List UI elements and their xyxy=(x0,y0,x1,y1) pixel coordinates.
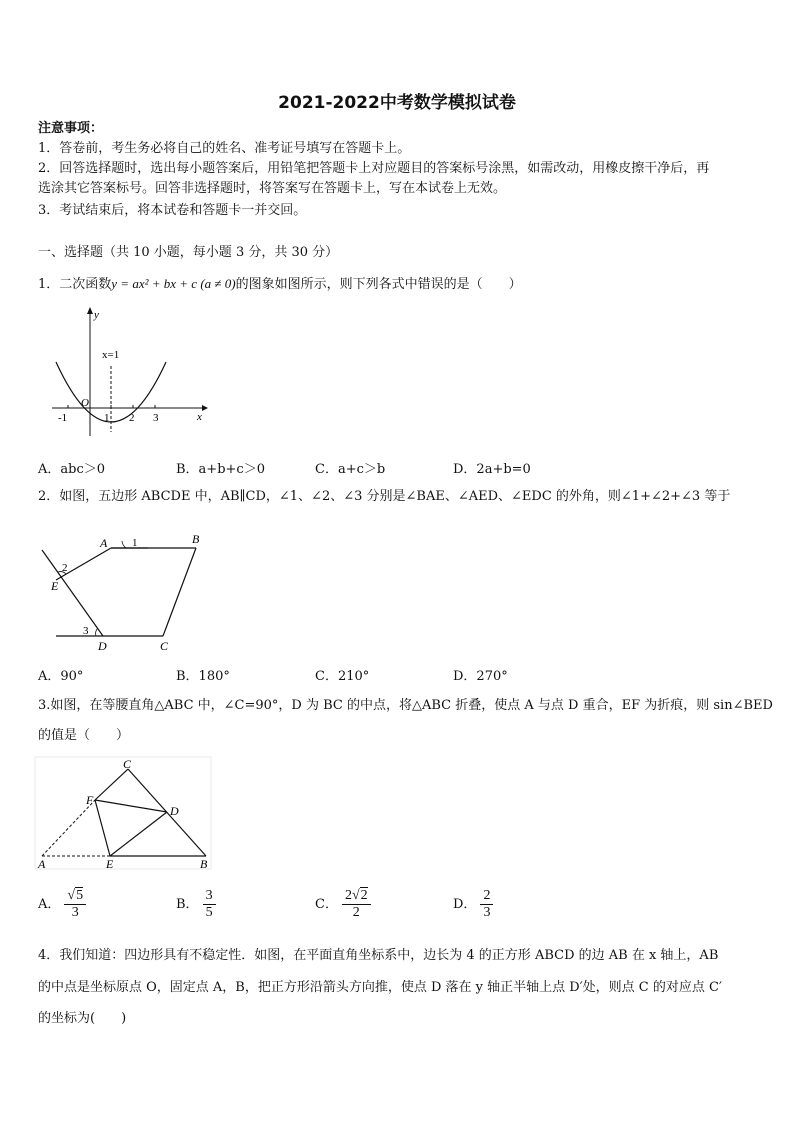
point-b-label: B xyxy=(192,532,200,546)
q1-option-d[interactable]: D．2a+b=0 xyxy=(453,462,531,477)
question-2-text: 2．如图，五边形 ABCDE 中，AB∥CD，∠1、∠2、∠3 分别是∠BAE、∠AED、∠EDC 的外角，则∠1+∠2+∠3 等于 xyxy=(38,489,731,504)
y-label: y xyxy=(94,309,99,321)
radicand: 2 xyxy=(360,888,368,903)
question-4-text: 4．我们知道：四边形具有不稳定性．如图，在平面直角坐标系中，边长为 4 的正方形 ABCD 的边 AB 在 x 轴上，AB xyxy=(38,948,719,963)
angle-3-label: 3 xyxy=(83,625,89,637)
fraction xyxy=(342,888,371,921)
option-label: B． xyxy=(176,897,199,912)
fraction xyxy=(480,888,493,921)
q1-parabola-graph xyxy=(50,304,210,440)
point-a-label: A xyxy=(38,857,46,871)
point-c-label: C xyxy=(160,639,169,653)
notice-item: 选涂其它答案标号。回答非选择题时，将答案写在答题卡上，写在本试卷上无效。 xyxy=(38,181,507,196)
q1-formula: y = ax² + bx + c (a ≠ 0) xyxy=(111,276,236,291)
option-label: C． xyxy=(315,897,338,912)
fraction xyxy=(203,888,216,921)
point-d-label: D xyxy=(98,639,107,653)
point-e-label: E xyxy=(106,857,114,871)
q1-option-a[interactable]: A．abc＞0 xyxy=(38,462,106,477)
q2-option-b[interactable]: B．180° xyxy=(176,669,230,684)
notice-heading: 注意事项： xyxy=(38,121,104,136)
numerator: 2 xyxy=(480,888,493,905)
question-3-text: 3.如图，在等腰直角△ABC 中，∠C=90°，D 为 BC 的中点，将△ABC 折叠，使点 A 与点 D 重合，EF 为折痕，则 sin∠BED xyxy=(38,698,773,713)
numerator: √5 xyxy=(64,888,86,905)
angle-2-label: 2 xyxy=(62,562,68,574)
page-title: 2021-2022中考数学模拟试卷 xyxy=(278,93,516,113)
q3-option-a[interactable] xyxy=(38,888,86,921)
radicand: 5 xyxy=(76,888,84,903)
q1-option-b[interactable]: B．a+b+c＞0 xyxy=(176,462,265,477)
denominator: 3 xyxy=(483,905,491,920)
point-e-label: E xyxy=(51,579,59,593)
q2-pentagon-figure xyxy=(36,528,236,656)
q3-option-c[interactable] xyxy=(315,888,371,921)
tick-label: 1 xyxy=(104,412,110,424)
q2-option-d[interactable]: D．270° xyxy=(453,669,508,684)
point-c-label: C xyxy=(123,757,132,771)
question-3-text-cont: 的值是（ ） xyxy=(38,728,130,743)
question-4-text-cont: 的中点是坐标原点 O，固定点 A，B，把正方形沿箭头方向推，使点 D 落在 y 轴正半轴上点 D′处，则点 C 的对应点 C′ xyxy=(38,980,722,995)
section-title: 一、选择题（共 10 小题，每小题 3 分，共 30 分） xyxy=(38,245,339,260)
option-label: D． xyxy=(453,897,477,912)
notice-item: 1．答卷前，考生务必将自己的姓名、准考证号填写在答题卡上。 xyxy=(38,141,411,156)
q1-prefix: 1．二次函数 xyxy=(38,277,112,292)
q2-option-c[interactable]: C．210° xyxy=(315,669,370,684)
notice-item: 2．回答选择题时，选出每小题答案后，用铅笔把答题卡上对应题目的答案标号涂黑，如需改动，用橡皮擦干净后，再 xyxy=(38,161,710,176)
x-label: x xyxy=(197,411,202,423)
tick-label: -1 xyxy=(58,412,68,424)
angle-1-label: 1 xyxy=(132,537,138,549)
numerator: 3 xyxy=(203,888,216,905)
q1-option-c[interactable]: C．a+c＞b xyxy=(315,462,386,477)
q3-triangle-figure xyxy=(34,756,214,874)
q3-option-d[interactable] xyxy=(453,888,493,921)
point-b-label: B xyxy=(200,857,208,871)
q2-option-a[interactable]: A．90° xyxy=(38,669,84,684)
point-d-label: D xyxy=(170,804,179,818)
numerator: 2√2 xyxy=(342,888,371,905)
symmetry-label: x=1 xyxy=(102,349,120,361)
q1-suffix: 的图象如图所示，则下列各式中错误的是（ ） xyxy=(235,277,522,292)
point-f-label: F xyxy=(86,793,94,807)
x-axis-arrow xyxy=(202,405,208,411)
notice-item: 3．考试结束后，将本试卷和答题卡一并交回。 xyxy=(38,203,307,218)
option-label: A． xyxy=(38,897,61,912)
q3-option-b[interactable] xyxy=(176,888,216,921)
question-1-text xyxy=(38,275,522,294)
tick-label: 3 xyxy=(153,412,159,424)
fraction xyxy=(64,888,86,921)
tick-label: 2 xyxy=(129,412,135,424)
denominator: 5 xyxy=(205,905,213,920)
denominator: 3 xyxy=(71,905,79,920)
coefficient: 2 xyxy=(344,888,352,903)
origin-label: O xyxy=(81,397,89,409)
question-4-text-end: 的坐标为( ) xyxy=(38,1011,127,1026)
point-a-label: A xyxy=(100,536,108,550)
denominator: 2 xyxy=(352,905,360,920)
y-axis-arrow xyxy=(87,307,93,314)
